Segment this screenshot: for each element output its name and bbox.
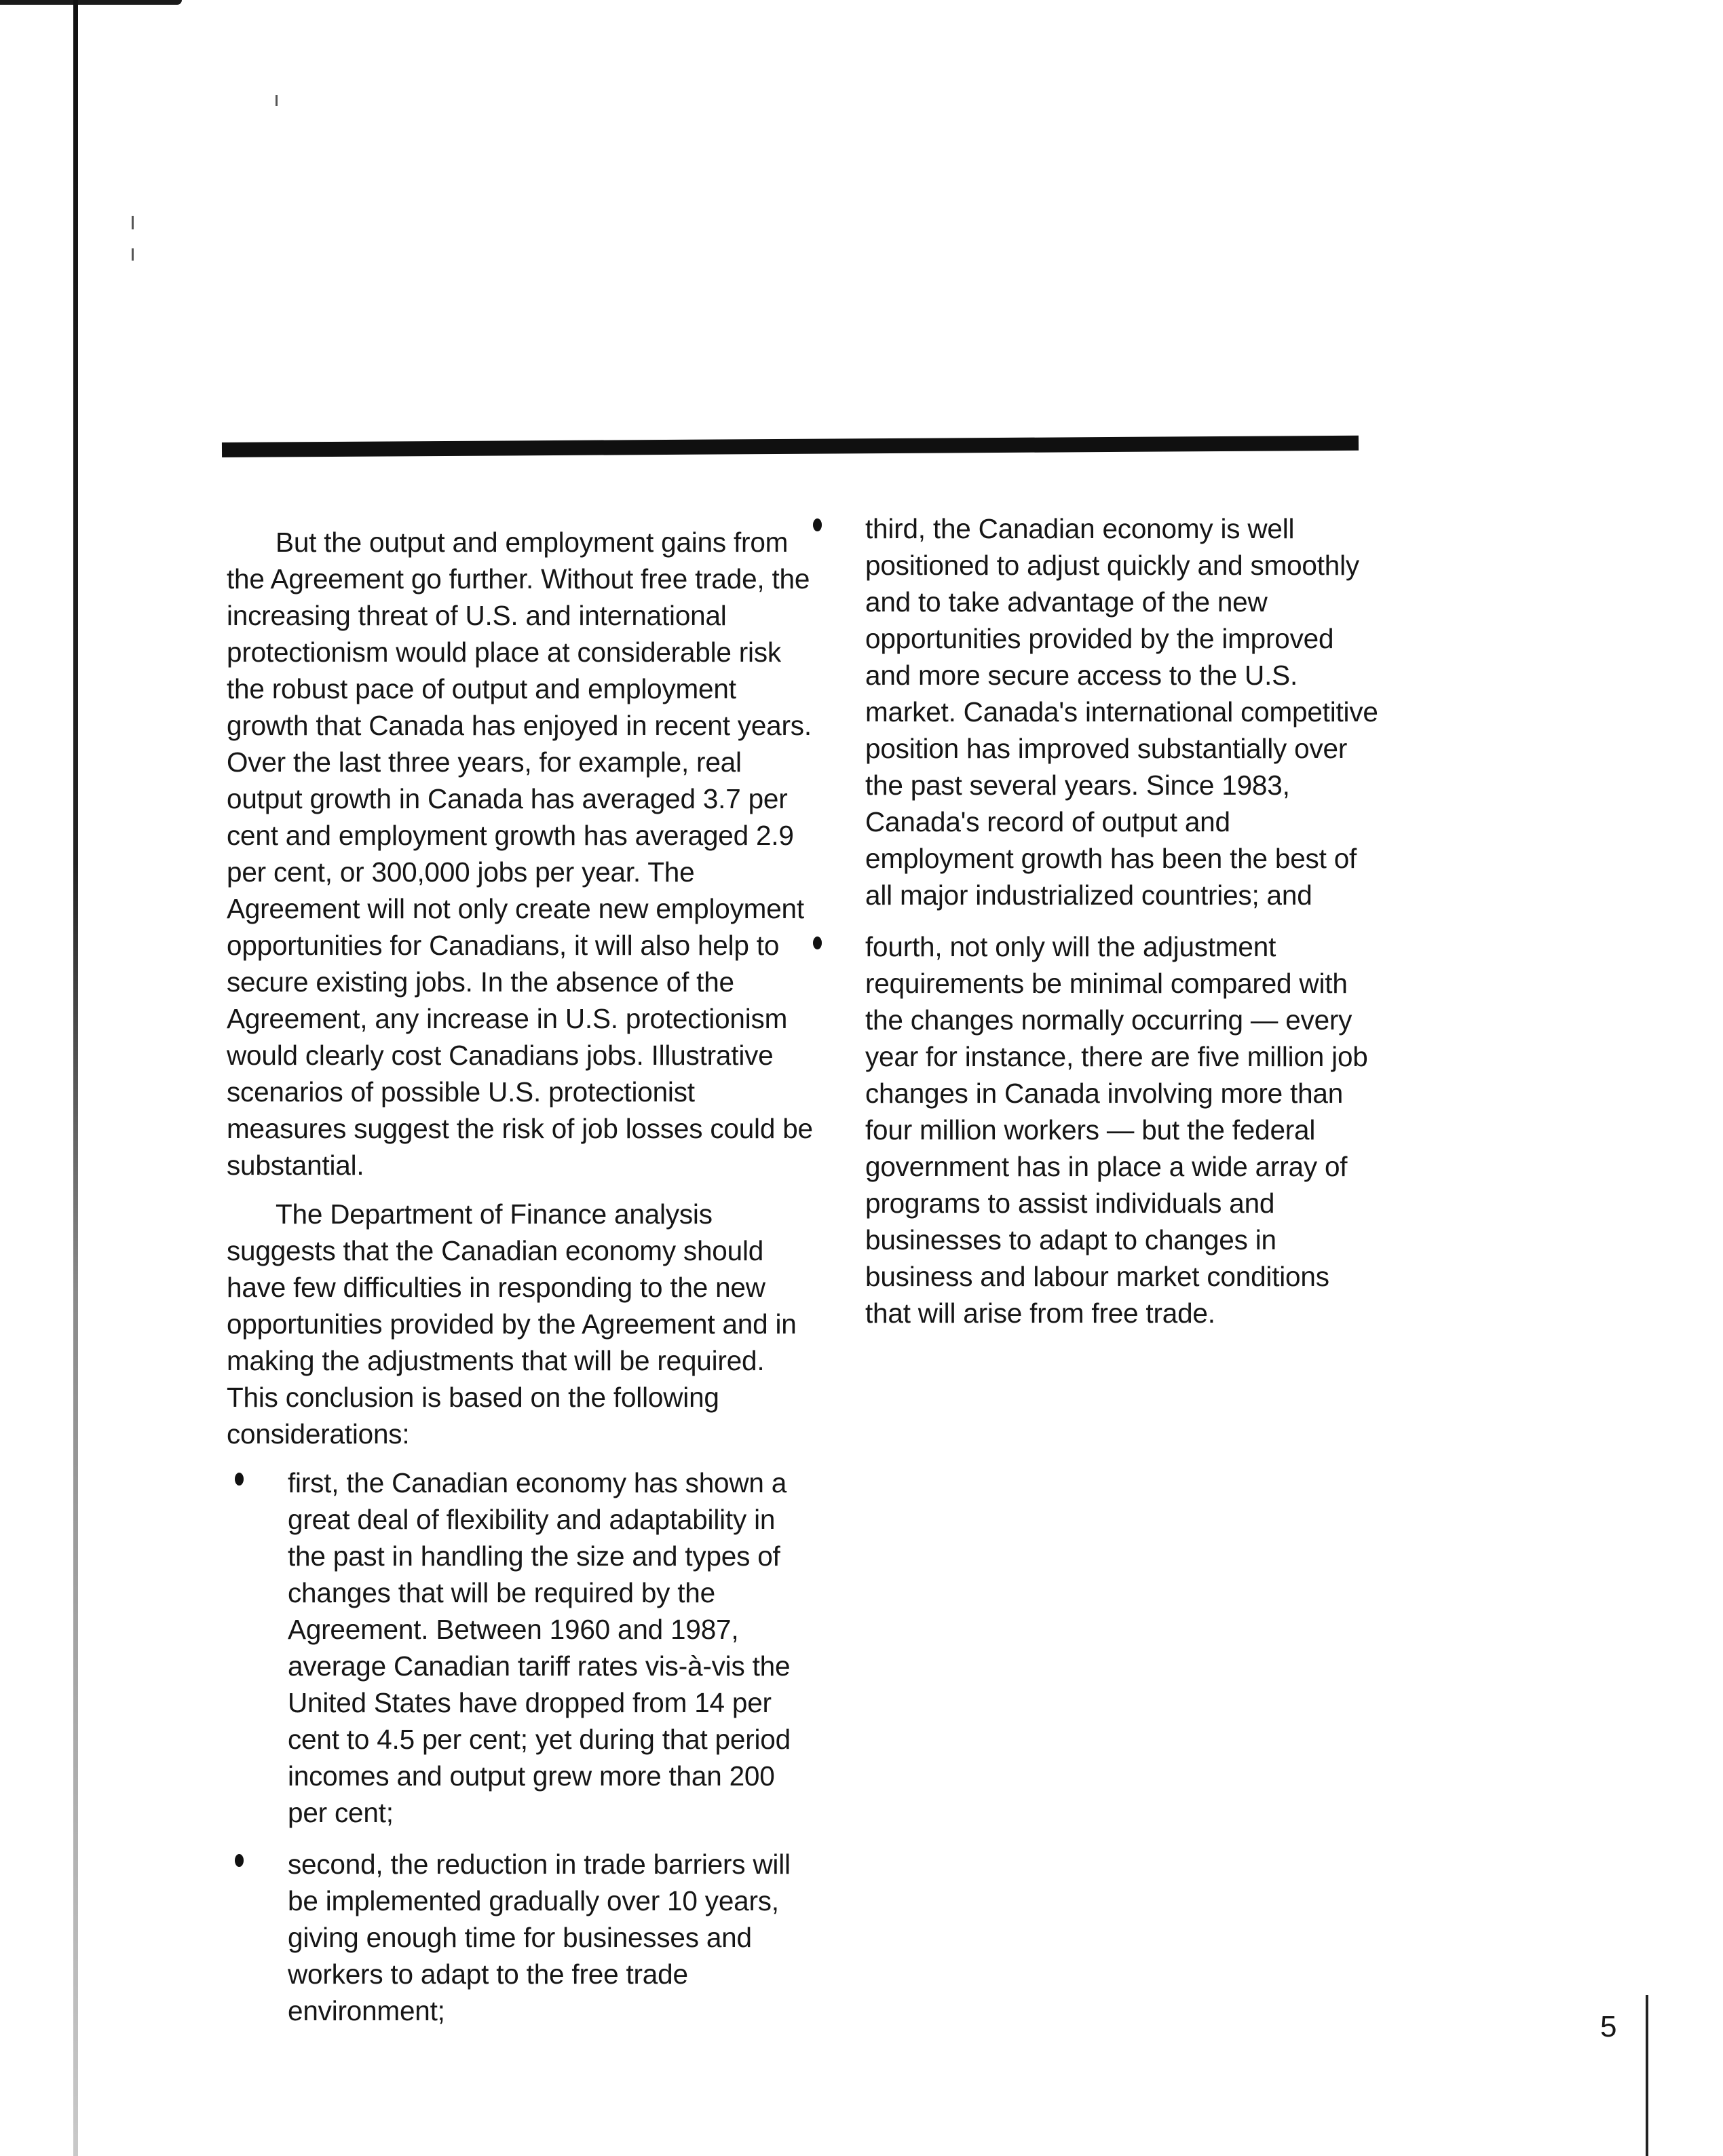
body-paragraph: But the output and employment gains from the Agreement go further. Without free trade, the increasing threat of U.S. and international protectionism would place at considerable risk the robust pace of output and employment growth that Canada has enjoyed in recent years. Over the last three years, for example, real output growth in Canada has averaged 3.7 per cent and employment growth has averaged 2.9 per cent, or 300,000 jobs per year. The Agreement will not only create new employment opportunities for Canadians, it will also help to secure existing jobs. In the absence of the Agreement, any increase in U.S. protectionism would clearly cost Canadians jobs. Illustrative scenarios of possible U.S. protectionist measures suggest the risk of job losses could be substantial. bbox=[227, 527, 813, 1181]
scan-speck bbox=[132, 248, 134, 261]
scan-binding-edge bbox=[73, 0, 78, 2156]
bullet-icon bbox=[235, 1473, 244, 1486]
considerations-list bbox=[227, 1464, 818, 2029]
scan-speck bbox=[276, 95, 278, 106]
list-item bbox=[227, 1846, 818, 2029]
list-item bbox=[227, 1464, 818, 1831]
bullet-icon bbox=[813, 937, 822, 949]
list-item-text: second, the reduction in trade barriers will be implemented gradually over 10 years, giving enough time for businesses and workers to adapt to the free trade environment; bbox=[288, 1849, 791, 2026]
list-item-text: fourth, not only will the adjustment requirements be minimal compared with the changes normally occurring — every year for instance, there are five million job changes in Canada involving more than four million workers — but the federal government has in place a wide array of programs to assist individuals and businesses to adapt to changes in business and labour market conditions that will arise from free trade. bbox=[865, 931, 1368, 1329]
left-column bbox=[227, 524, 818, 2044]
considerations-list-continued bbox=[811, 510, 1381, 1331]
list-item-text: third, the Canadian economy is well positioned to adjust quickly and smoothly and to take advantage of the new opportunities provided by the improved and more secure access to the U.S. market. Canada's international competitive position has improved substantially over the past several years. Since 1983, Canada's record of output and employment growth has been the best of all major industrialized countries; and bbox=[865, 513, 1378, 911]
scan-binding-top bbox=[0, 0, 182, 5]
scan-speck bbox=[132, 216, 134, 229]
bullet-icon bbox=[813, 518, 822, 531]
list-item bbox=[811, 928, 1381, 1331]
list-item bbox=[811, 510, 1381, 913]
header-rule bbox=[222, 436, 1359, 457]
right-column bbox=[811, 510, 1381, 1346]
page-number-bar bbox=[1646, 1995, 1648, 2156]
page-number: 5 bbox=[1600, 2010, 1617, 2043]
bullet-icon bbox=[235, 1854, 244, 1867]
list-item-text: first, the Canadian economy has shown a great deal of flexibility and adaptability in the past in handling the size and types of changes that will be required by the Agreement. Between 1960 and 1987, average Canadian tariff rates vis-à-vis the United States have dropped from 14 per cent to 4.5 per cent; yet during that period incomes and output grew more than 200 per cent; bbox=[288, 1467, 791, 1828]
body-paragraph: The Department of Finance analysis suggests that the Canadian economy should have few difficulties in responding to the new opportunities provided by the Agreement and in making the adjustments that will be required. This conclusion is based on the following considerations: bbox=[227, 1198, 797, 1450]
